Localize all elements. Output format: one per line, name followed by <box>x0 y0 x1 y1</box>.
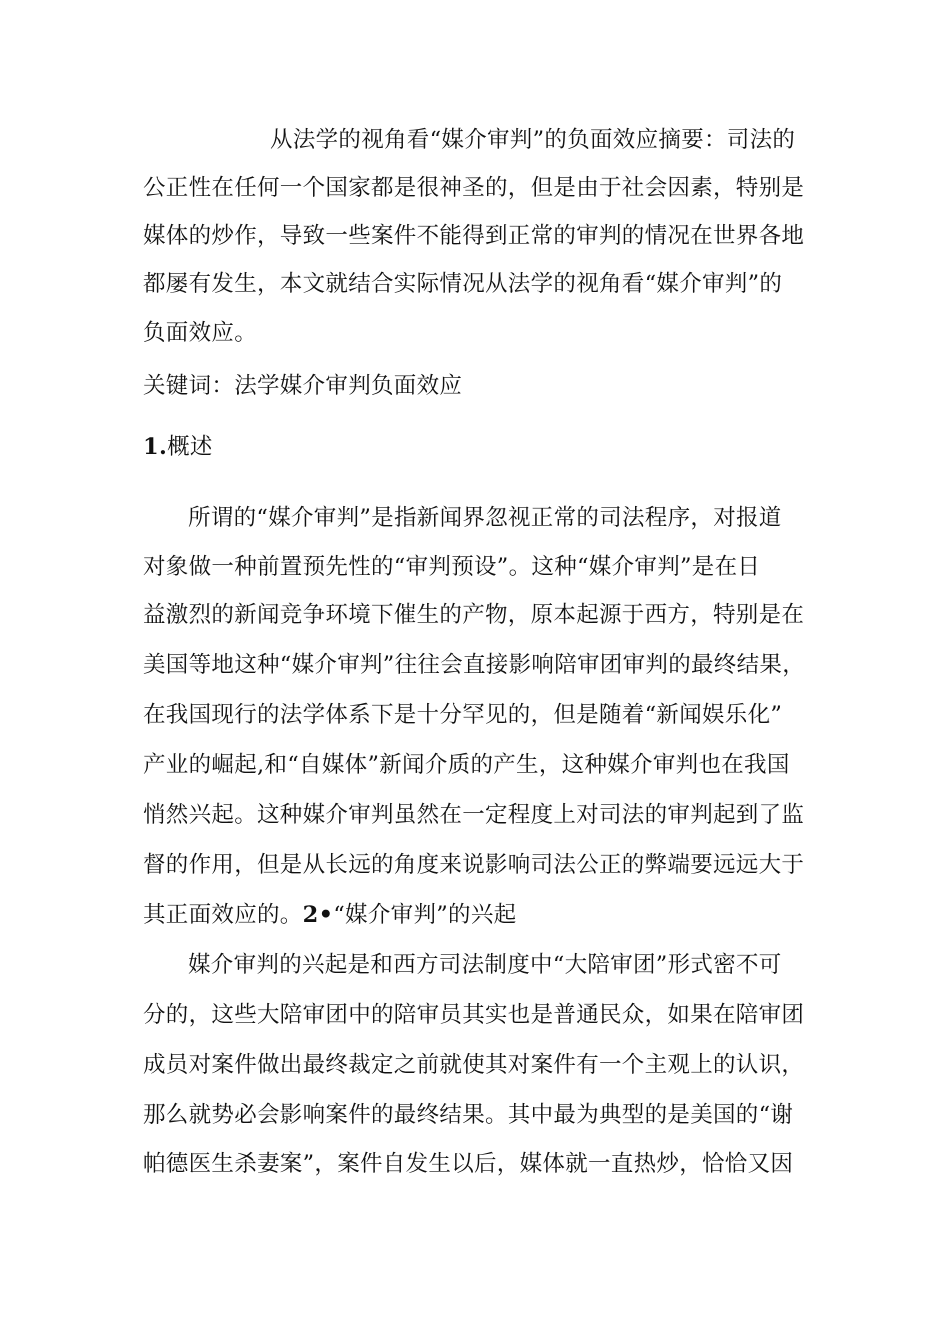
section-2-number: 2• <box>302 902 334 928</box>
section-1-line-3: 益激烈的新闻竞争环境下催生的产物，原本起源于西方，特别是在 <box>143 602 805 628</box>
keywords: 关键词：法学媒介审判负面效应 <box>143 373 463 399</box>
section-1-line-1: 所谓的“媒介审判”是指新闻界忽视正常的司法程序，对报道 <box>188 505 782 531</box>
abstract-line-5: 负面效应。 <box>143 320 258 346</box>
section-1-line-6: 产业的崛起,和“自媒体”新闻介质的产生，这种媒介审判也在我国 <box>143 752 790 778</box>
section-1-title: 概述 <box>167 434 213 460</box>
section-2-line-2: 分的，这些大陪审团中的陪审员其实也是普通民众，如果在陪审团 <box>143 1002 805 1028</box>
abstract-line-4: 都屡有发生，本文就结合实际情况从法学的视角看“媒介审判”的 <box>143 271 783 297</box>
section-1-last-line <box>143 900 516 930</box>
section-1-last-text: 其正面效应的。 <box>143 902 303 928</box>
section-1-line-5: 在我国现行的法学体系下是十分罕见的，但是随着“新闻娱乐化” <box>143 702 783 728</box>
section-2-line-3: 成员对案件做出最终裁定之前就使其对案件有一个主观上的认识， <box>143 1052 805 1078</box>
abstract-line-2: 公正性在任何一个国家都是很神圣的，但是由于社会因素，特别是 <box>143 175 805 201</box>
section-2-title: “媒介审判”的兴起 <box>333 902 517 928</box>
section-1-number: 1. <box>143 434 168 460</box>
section-1-heading <box>143 432 213 462</box>
section-1-line-8: 督的作用，但是从长远的角度来说影响司法公正的弊端要远远大于 <box>143 852 805 878</box>
section-1-line-7: 悄然兴起。这种媒介审判虽然在一定程度上对司法的审判起到了监 <box>143 802 805 828</box>
section-1-line-2: 对象做一种前置预先性的“审判预设”。这种“媒介审判”是在日 <box>143 554 761 580</box>
section-1-line-4: 美国等地这种“媒介审判”往往会直接影响陪审团审判的最终结果， <box>143 652 806 678</box>
section-2-line-5: 帕德医生杀妻案”，案件自发生以后，媒体就一直热炒，恰恰又因 <box>143 1151 794 1177</box>
section-2-line-4: 那么就势必会影响案件的最终结果。其中最为典型的是美国的“谢 <box>143 1102 794 1128</box>
section-2-line-1: 媒介审判的兴起是和西方司法制度中“大陪审团”形式密不可 <box>188 952 782 978</box>
abstract-line-1: 从法学的视角看“媒介审判”的负面效应摘要：司法的 <box>270 127 796 153</box>
abstract-line-3: 媒体的炒作，导致一些案件不能得到正常的审判的情况在世界各地 <box>143 223 805 249</box>
